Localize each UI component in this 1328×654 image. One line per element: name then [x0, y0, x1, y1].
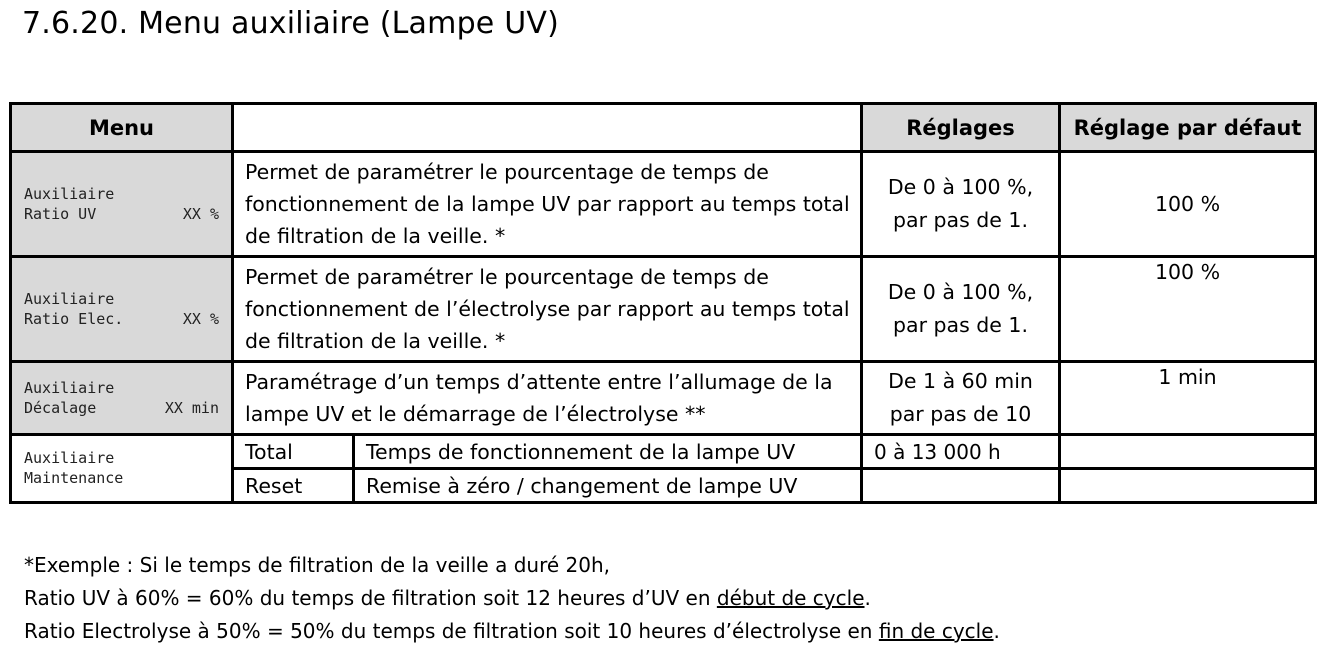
footnote-text: Ratio Electrolyse à 50% = 50% du temps de filtration soit 10 heures d’électrolyse en [24, 619, 879, 643]
menu-line: Maintenance [24, 469, 124, 487]
reglage-cell [862, 362, 1060, 435]
menu-item-value: XX min [164, 399, 219, 417]
table-row [11, 362, 1316, 435]
menu-cell-decalage [11, 362, 233, 435]
header-description [233, 104, 862, 152]
footnote-underlined: fin de cycle [878, 619, 994, 643]
menu-line [24, 309, 219, 329]
maintenance-total-label: Total [233, 435, 354, 469]
maintenance-reset-reglage [862, 469, 1060, 503]
table-row [11, 435, 1316, 469]
footnote-line [24, 582, 1000, 615]
footnote-line [24, 615, 1000, 648]
maintenance-total-description: Temps de fonctionnement de la lampe UV [354, 435, 862, 469]
menu-item-value: XX % [182, 310, 219, 328]
reglage-cell [862, 152, 1060, 257]
menu-line [24, 398, 219, 418]
maintenance-total-reglage: 0 à 13 000 h [862, 435, 1060, 469]
footnote-text: . [864, 586, 871, 610]
defaut-cell: 1 min [1060, 362, 1316, 435]
footnotes [24, 549, 1000, 648]
footnote-text: Ratio UV à 60% = 60% du temps de filtration soit 12 heures d’UV en [24, 586, 717, 610]
reglage-line: De 0 à 100 %, [887, 280, 1034, 304]
menu-line: Auxiliaire [24, 449, 115, 467]
menu-cell-maintenance [11, 435, 233, 503]
reglage-line: par pas de 1. [893, 313, 1028, 337]
description-cell: Permet de paramétrer le pourcentage de temps de fonctionnement de la lampe UV par rapport au temps total de filtration de la veille. * [233, 152, 862, 257]
footnote-text: . [993, 619, 1000, 643]
maintenance-total-defaut [1060, 435, 1316, 469]
menu-item-value: XX % [182, 205, 219, 223]
table-row [11, 257, 1316, 362]
settings-table-container [9, 102, 1314, 504]
menu-item-label: Décalage [24, 399, 97, 417]
maintenance-reset-defaut [1060, 469, 1316, 503]
reglage-line: De 0 à 100 %, [887, 175, 1034, 199]
reglage-line: par pas de 10 [889, 402, 1032, 426]
defaut-cell: 100 % [1060, 257, 1316, 362]
menu-line: Auxiliaire [24, 290, 115, 308]
header-defaut: Réglage par défaut [1060, 104, 1316, 152]
menu-line: Auxiliaire [24, 379, 115, 397]
table-row [11, 152, 1316, 257]
menu-item-label: Ratio UV [24, 205, 97, 223]
menu-cell-ratio-uv [11, 152, 233, 257]
menu-cell-ratio-elec [11, 257, 233, 362]
maintenance-reset-label: Reset [233, 469, 354, 503]
reglage-line: par pas de 1. [893, 208, 1028, 232]
page-title: 7.6.20. Menu auxiliaire (Lampe UV) [22, 6, 559, 41]
reglage-line: De 1 à 60 min [888, 369, 1033, 393]
table-header-row [11, 104, 1316, 152]
description-cell: Permet de paramétrer le pourcentage de temps de fonctionnement de l’électrolyse par rapport au temps total de filtration de la veille. * [233, 257, 862, 362]
footnote-line: *Exemple : Si le temps de filtration de la veille a duré 20h, [24, 553, 610, 577]
defaut-cell: 100 % [1060, 152, 1316, 257]
header-menu: Menu [11, 104, 233, 152]
settings-table [9, 102, 1317, 504]
menu-line [24, 204, 219, 224]
description-cell: Paramétrage d’un temps d’attente entre l’allumage de la lampe UV et le démarrage de l’électrolyse ** [233, 362, 862, 435]
menu-item-label: Ratio Elec. [24, 310, 124, 328]
footnote-underlined: début de cycle [716, 586, 865, 610]
header-reglages: Réglages [862, 104, 1060, 152]
menu-line: Auxiliaire [24, 185, 115, 203]
reglage-cell [862, 257, 1060, 362]
maintenance-reset-description: Remise à zéro / changement de lampe UV [354, 469, 862, 503]
